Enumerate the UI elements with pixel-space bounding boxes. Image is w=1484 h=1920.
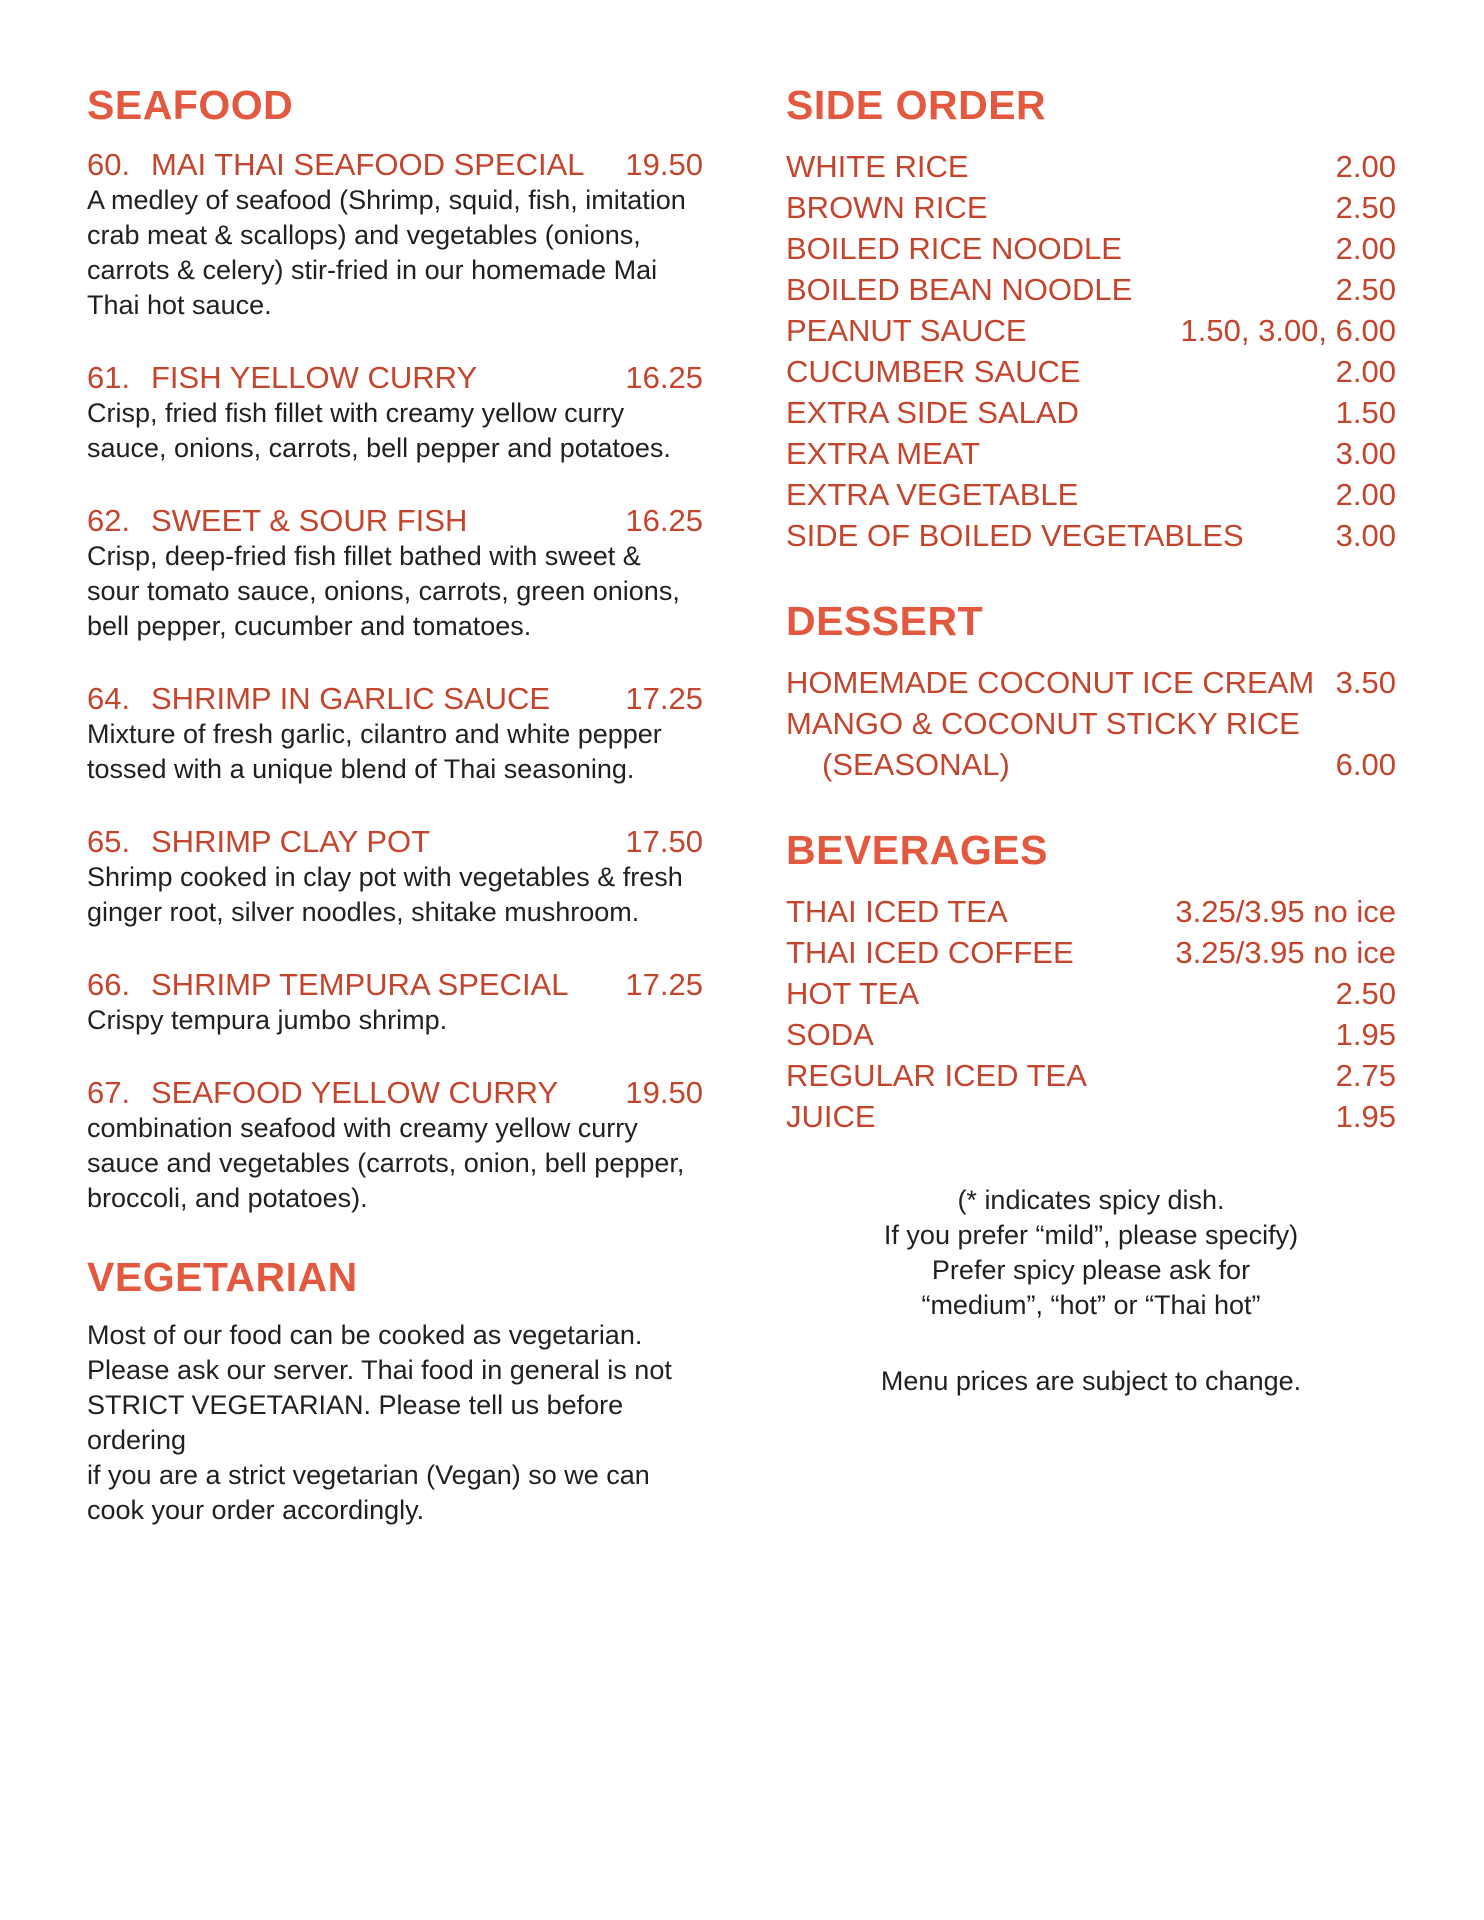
item-price: 16.25 [625, 503, 703, 538]
item-description: Shrimp cooked in clay pot with vegetables & fresh ginger root, silver noodles, shitake mushroom. [87, 862, 683, 927]
list-item: SIDE OF BOILED VEGETABLES 3.00 [786, 518, 1396, 553]
list-item: WHITE RICE 2.00 [786, 149, 1396, 184]
item-price: 17.25 [625, 681, 703, 716]
dessert-list [786, 662, 1396, 785]
list-item: THAI ICED COFFEE 3.25/3.95 no ice [786, 935, 1396, 970]
vegetarian-title: VEGETARIAN [87, 1254, 358, 1300]
item-description: Crisp, fried fish fillet with creamy yellow curry sauce, onions, carrots, bell pepper and potatoes. [87, 398, 671, 463]
list-item: (SEASONAL) 6.00 [822, 747, 1396, 782]
item-name: SEAFOOD YELLOW CURRY [151, 1075, 559, 1110]
item-price: 16.25 [625, 360, 703, 395]
item-price: 17.50 [625, 824, 703, 859]
item-description: Crispy tempura jumbo shrimp. [87, 1005, 448, 1035]
dessert-title: DESSERT [786, 598, 984, 644]
list-item: BOILED BEAN NOODLE 2.50 [786, 272, 1396, 307]
item-description: combination seafood with creamy yellow curry sauce and vegetables (carrots, onion, bell pepper, broccoli, and potatoes). [87, 1113, 685, 1213]
menu-item [87, 1074, 703, 1216]
item-price: 19.50 [625, 1075, 703, 1110]
list-item: EXTRA VEGETABLE 2.00 [786, 477, 1396, 512]
menu-item [87, 680, 703, 787]
item-price: 17.25 [625, 967, 703, 1002]
menu-item [87, 502, 703, 644]
item-name: SWEET & SOUR FISH [151, 503, 468, 538]
list-item: SODA 1.95 [786, 1017, 1396, 1052]
price-change-note: Menu prices are subject to change. [880, 1366, 1302, 1396]
menu-item [87, 146, 703, 323]
seafood-title: SEAFOOD [87, 82, 294, 128]
menu-item [87, 823, 703, 930]
list-item: THAI ICED TEA 3.25/3.95 no ice [786, 894, 1396, 929]
list-item: BROWN RICE 2.50 [786, 190, 1396, 225]
list-item: EXTRA SIDE SALAD 1.50 [786, 395, 1396, 430]
item-description: Mixture of fresh garlic, cilantro and white pepper tossed with a unique blend of Thai seasoning. [87, 719, 662, 784]
item-number: 65. [87, 824, 131, 859]
list-item: JUICE 1.95 [786, 1099, 1396, 1134]
item-number: 66. [87, 967, 131, 1002]
list-item: PEANUT SAUCE 1.50, 3.00, 6.00 [786, 313, 1396, 348]
vegetarian-note: Most of our food can be cooked as vegetarian. Please ask our server. Thai food in general is not STRICT VEGETARIAN. Please tell us before ordering if you are a strict vegetarian (Vegan) so we can cook your order accordingly. [87, 1320, 672, 1525]
item-description: Crisp, deep-fried fish fillet bathed with sweet & sour tomato sauce, onions, carrots, green onions, bell pepper, cucumber and tomatoes. [87, 541, 680, 641]
list-item: HOT TEA 2.50 [786, 976, 1396, 1011]
spicy-note: (* indicates spicy dish. If you prefer “mild”, please specify) Prefer spicy please ask for “medium”, “hot” or “Thai hot” Menu prices are subject to change. [786, 1183, 1396, 1399]
item-name: FISH YELLOW CURRY [151, 360, 478, 395]
item-price: 19.50 [625, 147, 703, 182]
item-number: 62. [87, 503, 131, 538]
list-item: HOMEMADE COCONUT ICE CREAM 3.50 [786, 665, 1396, 700]
list-item: MANGO & COCONUT STICKY RICE [786, 706, 1300, 741]
list-item: EXTRA MEAT 3.00 [786, 436, 1396, 471]
item-number: 67. [87, 1075, 131, 1110]
beverages-list [786, 891, 1396, 1137]
item-description: A medley of seafood (Shrimp, squid, fish, imitation crab meat & scallops) and vegetables (onions, carrots & celery) stir-fried in our homemade Mai Thai hot sauce. [87, 185, 686, 320]
item-name: SHRIMP IN GARLIC SAUCE [151, 681, 551, 716]
item-name: SHRIMP TEMPURA SPECIAL [151, 967, 569, 1002]
item-number: 64. [87, 681, 131, 716]
side-order-list [786, 146, 1396, 556]
left-column [87, 80, 703, 1528]
list-item: CUCUMBER SAUCE 2.00 [786, 354, 1396, 389]
side-order-title: SIDE ORDER [786, 82, 1047, 128]
item-name: MAI THAI SEAFOOD SPECIAL [151, 147, 585, 182]
right-column [786, 80, 1396, 1399]
item-name: SHRIMP CLAY POT [151, 824, 431, 859]
list-item: REGULAR ICED TEA 2.75 [786, 1058, 1396, 1093]
item-number: 61. [87, 360, 131, 395]
list-item: BOILED RICE NOODLE 2.00 [786, 231, 1396, 266]
beverages-title: BEVERAGES [786, 827, 1048, 873]
menu-item [87, 359, 703, 466]
item-number: 60. [87, 147, 131, 182]
menu-item [87, 966, 703, 1038]
